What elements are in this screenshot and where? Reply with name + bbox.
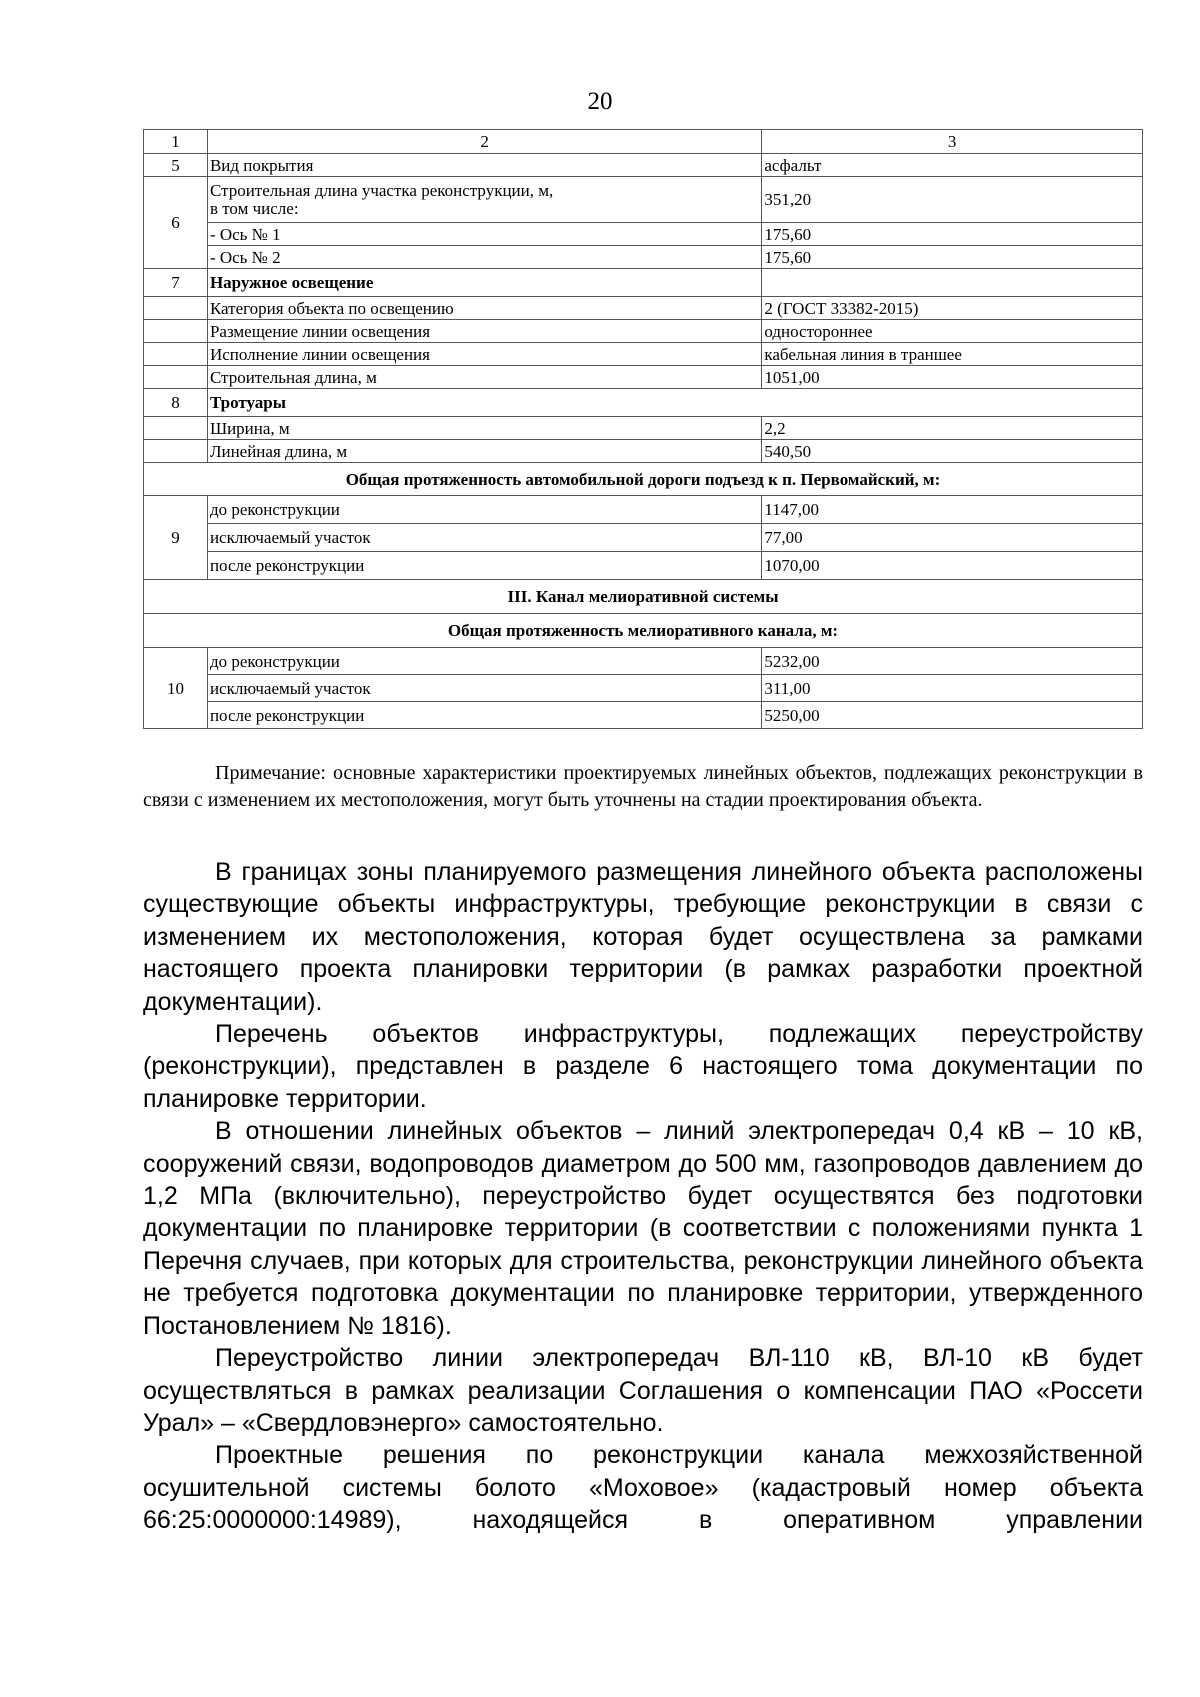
section-title: Тротуары (207, 389, 1142, 417)
table-header-row (144, 130, 1143, 154)
row-value: 1147,00 (762, 496, 1143, 524)
note-text: Примечание: основные характеристики проектируемых линейных объектов, подлежащих реконструкции в связи с изменением их местоположения, могут быть уточнены на стадии проектирования объекта. (143, 762, 1143, 811)
row-label: до реконструкции (207, 648, 761, 675)
table-row (144, 320, 1143, 343)
row-number: 6 (144, 177, 208, 269)
empty-cell (144, 440, 208, 463)
row-number: 10 (144, 648, 208, 729)
row-value: 2,2 (762, 417, 1143, 440)
paragraph: Проектные решения по реконструкции канала межхозяйственной осушительной системы болото «Моховое» (кадастровый номер объекта 66:25:0000000:14989), находящейся в оперативном управлении (143, 1441, 1143, 1535)
table-row (144, 343, 1143, 366)
body-text (143, 856, 1143, 1537)
row-value: 2 (ГОСТ 33382-2015) (762, 297, 1143, 320)
row-value: 311,00 (762, 675, 1143, 702)
table-row (144, 496, 1143, 524)
row-label-line: в том числе: (209, 199, 299, 218)
paragraph: Перечень объектов инфраструктуры, подлежащих переустройству (реконструкции), представлен в разделе 6 настоящего тома документации по планировке территории. (143, 1020, 1143, 1113)
table-row (144, 417, 1143, 440)
table-row (144, 389, 1143, 417)
row-value: кабельная линия в траншее (762, 343, 1143, 366)
row-label: после реконструкции (207, 552, 761, 580)
row-value: 351,20 (762, 177, 1143, 223)
table-row (144, 524, 1143, 552)
table-row (144, 297, 1143, 320)
header-cell-3: 3 (762, 130, 1143, 154)
row-label: Категория объекта по освещению (207, 297, 761, 320)
row-label: Вид покрытия (207, 154, 761, 177)
row-number: 8 (144, 389, 208, 417)
row-label: Размещение линии освещения (207, 320, 761, 343)
row-label: исключаемый участок (207, 675, 761, 702)
table-row (144, 154, 1143, 177)
page-number: 20 (587, 88, 613, 115)
empty-cell (144, 343, 208, 366)
row-label: Исполнение линии освещения (207, 343, 761, 366)
row-number: 5 (144, 154, 208, 177)
row-value: 5250,00 (762, 702, 1143, 729)
paragraph: Переустройство линии электропередач ВЛ-110 кВ, ВЛ-10 кВ будет осуществляться в рамках реализации Соглашения о компенсации ПАО «Россети Урал» – «Свердловэнерго» самостоятельно. (143, 1344, 1143, 1437)
table-row (144, 366, 1143, 389)
table-row (144, 223, 1143, 246)
row-label-line: Строительная длина участка реконструкции, м, (209, 181, 554, 200)
table-row (144, 702, 1143, 729)
row-value: 540,50 (762, 440, 1143, 463)
table-note (143, 760, 1143, 814)
table-row (144, 580, 1143, 614)
canal-total-title: Общая протяженность мелиоративного канала, м: (144, 614, 1143, 648)
row-value: 77,00 (762, 524, 1143, 552)
row-label (207, 177, 761, 223)
table-row (144, 269, 1143, 297)
row-label: - Ось № 2 (207, 246, 761, 269)
section3-title: III. Канал мелиоративной системы (144, 580, 1143, 614)
row-label: Ширина, м (207, 417, 761, 440)
row-value: 175,60 (762, 223, 1143, 246)
table-row (144, 177, 1143, 223)
row-value: 175,60 (762, 246, 1143, 269)
row-value: 1070,00 (762, 552, 1143, 580)
row-value: одностороннее (762, 320, 1143, 343)
paragraph: В отношении линейных объектов – линий электропередач 0,4 кВ – 10 кВ, сооружений связи, водопроводов диаметром до 500 мм, газопроводов давлением до 1,2 МПа (включительно), переустройство будет осуществятся без подготовки документации по планировке территории (в соответствии с положениями пункта 1 Перечня случаев, при которых для строительства, реконструкции линейного объекта не требуется подготовка документации по планировке территории, утвержденного Постановлением № 1816). (143, 1117, 1143, 1340)
empty-cell (144, 320, 208, 343)
table-row (144, 246, 1143, 269)
empty-cell (144, 366, 208, 389)
row-value: 5232,00 (762, 648, 1143, 675)
table-row (144, 440, 1143, 463)
row-value: 1051,00 (762, 366, 1143, 389)
empty-cell (144, 297, 208, 320)
row-label: - Ось № 1 (207, 223, 761, 246)
row-label: исключаемый участок (207, 524, 761, 552)
table-row (144, 675, 1143, 702)
header-cell-1: 1 (144, 130, 208, 154)
empty-cell (762, 269, 1143, 297)
row-label: после реконструкции (207, 702, 761, 729)
table-row (144, 648, 1143, 675)
row-value: асфальт (762, 154, 1143, 177)
table-row (144, 463, 1143, 496)
empty-cell (144, 417, 208, 440)
section-title: Наружное освещение (207, 269, 761, 297)
table-row (144, 614, 1143, 648)
row-number: 9 (144, 496, 208, 580)
row-number: 7 (144, 269, 208, 297)
row-label: Строительная длина, м (207, 366, 761, 389)
table-row (144, 552, 1143, 580)
row-label: Линейная длина, м (207, 440, 761, 463)
characteristics-table (143, 129, 1143, 729)
header-cell-2: 2 (207, 130, 761, 154)
road-total-title: Общая протяженность автомобильной дороги подъезд к п. Первомайский, м: (144, 463, 1143, 496)
paragraph: В границах зоны планируемого размещения линейного объекта расположены существующие объекты инфраструктуры, требующие реконструкции в связи с изменением их местоположения, которая будет осуществлена за рамками настоящего проекта планировки территории (в рамках разработки проектной документации). (143, 858, 1143, 1016)
row-label: до реконструкции (207, 496, 761, 524)
